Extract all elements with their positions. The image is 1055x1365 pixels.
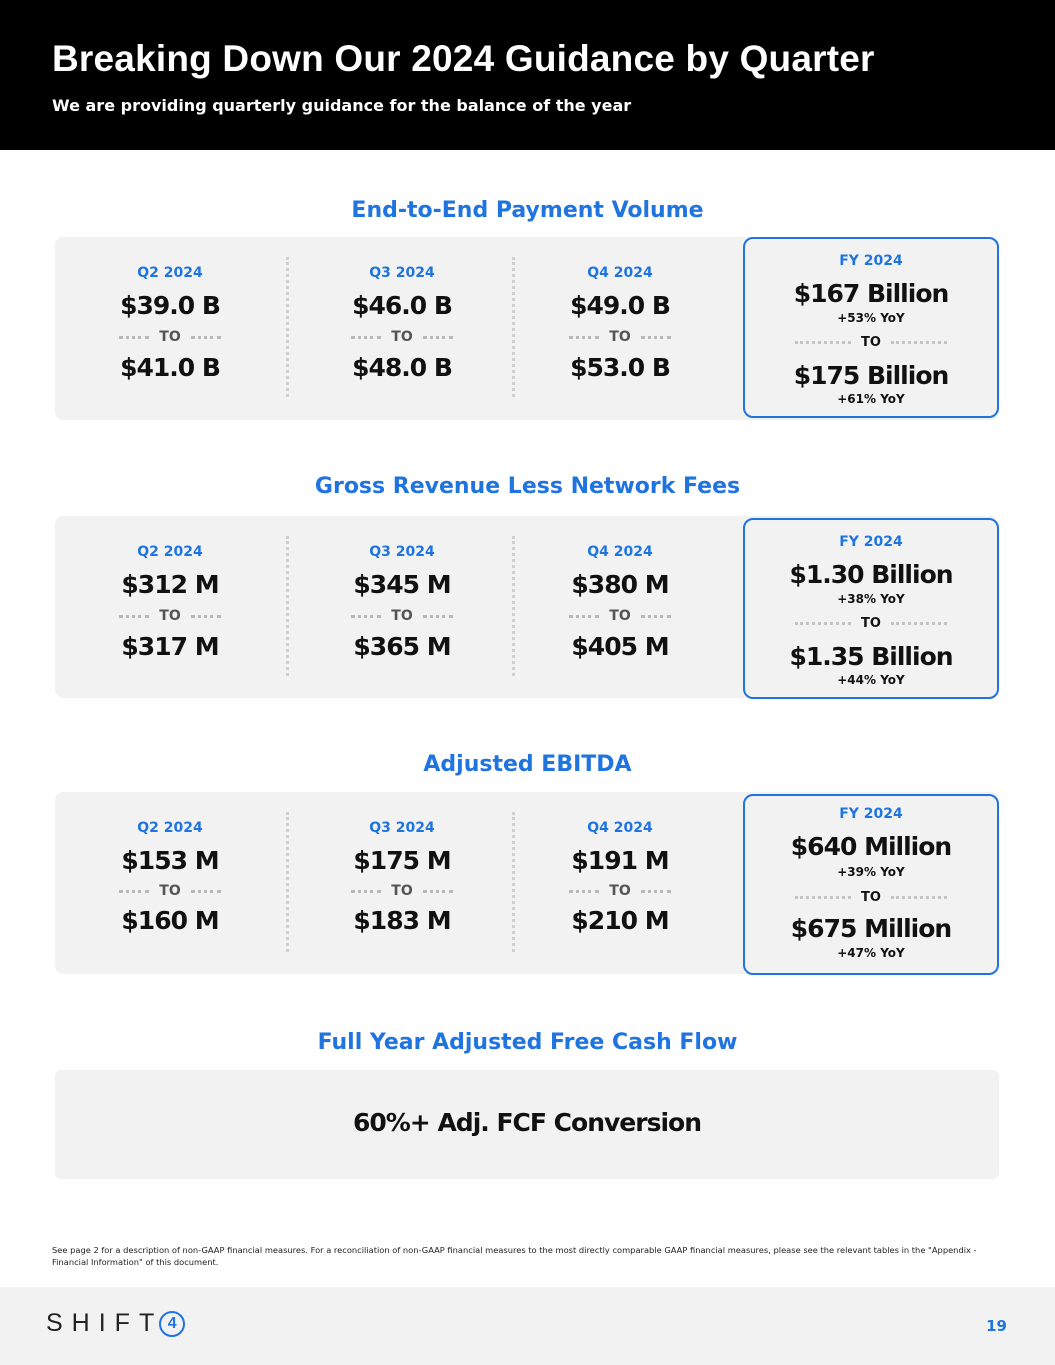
to-separator: TO: [327, 608, 477, 624]
quarter-q4-payment-volume: [545, 237, 695, 420]
fy-label: FY 2024: [839, 534, 903, 550]
to-separator: TO: [745, 890, 997, 905]
fy-high-yoy: +61% YoY: [837, 392, 905, 406]
quarter-q2-gross-revenue: [95, 516, 245, 698]
to-separator: TO: [327, 883, 477, 899]
footnote: See page 2 for a description of non-GAAP financial measures. For a reconciliation of non-GAAP financial measures to the most directly comparable GAAP financial measures, please see the relevant tables in the "Appendix - Financial Information" of this document.: [52, 1245, 977, 1267]
quarter-q2-payment-volume: [95, 237, 245, 420]
quarter-label: Q2 2024: [137, 820, 203, 836]
fcf-conversion-text: 60%+ Adj. FCF Conversion: [352, 1108, 702, 1137]
page-number: 19: [986, 1317, 1007, 1335]
divider: [286, 257, 289, 397]
fy-low-value: $167 Billion: [793, 279, 949, 308]
fy-high-value: $675 Million: [790, 914, 952, 943]
header-banner: [0, 0, 1055, 150]
quarter-q4-ebitda: [545, 792, 695, 974]
section-title-fcf: Full Year Adjusted Free Cash Flow: [317, 1030, 738, 1055]
fy-high-value: $175 Billion: [793, 361, 949, 390]
quarter-label: Q4 2024: [587, 544, 653, 560]
section-title-gross-revenue: Gross Revenue Less Network Fees: [314, 474, 741, 499]
quarter-low-value: $39.0 B: [120, 291, 220, 320]
quarter-high-value: $365 M: [353, 632, 451, 661]
fcf-panel: [55, 1070, 999, 1179]
shift4-logo: [46, 1309, 185, 1339]
footer: [0, 1287, 1055, 1365]
quarter-high-value: $48.0 B: [352, 353, 452, 382]
divider: [286, 812, 289, 952]
quarter-low-value: $380 M: [571, 570, 669, 599]
quarter-q3-ebitda: [327, 792, 477, 974]
quarter-low-value: $345 M: [353, 570, 451, 599]
logo-wordmark: SHIFT: [46, 1309, 164, 1337]
fy-box-adjusted-ebitda: [743, 794, 999, 975]
divider: [286, 536, 289, 676]
divider: [512, 536, 515, 676]
quarter-high-value: $210 M: [571, 906, 669, 935]
quarter-label: Q2 2024: [137, 544, 203, 560]
quarter-label: Q3 2024: [369, 544, 435, 560]
quarter-high-value: $160 M: [121, 906, 219, 935]
fy-box-payment-volume: [743, 237, 999, 418]
fy-label: FY 2024: [839, 253, 903, 269]
quarter-low-value: $175 M: [353, 846, 451, 875]
quarter-high-value: $41.0 B: [120, 353, 220, 382]
quarter-q2-ebitda: [95, 792, 245, 974]
to-separator: TO: [545, 883, 695, 899]
to-separator: TO: [95, 883, 245, 899]
fy-low-yoy: +53% YoY: [837, 311, 905, 325]
to-separator: TO: [95, 329, 245, 345]
section-title-adjusted-ebitda: Adjusted EBITDA: [423, 752, 632, 777]
quarter-high-value: $53.0 B: [570, 353, 670, 382]
quarter-label: Q3 2024: [369, 820, 435, 836]
quarter-label: Q2 2024: [137, 265, 203, 281]
quarter-low-value: $46.0 B: [352, 291, 452, 320]
to-separator: TO: [95, 608, 245, 624]
fy-high-yoy: +47% YoY: [837, 946, 905, 960]
quarter-low-value: $49.0 B: [570, 291, 670, 320]
to-separator: TO: [327, 329, 477, 345]
fy-label: FY 2024: [839, 806, 903, 822]
quarter-high-value: $317 M: [121, 632, 219, 661]
quarter-label: Q4 2024: [587, 820, 653, 836]
fy-low-yoy: +39% YoY: [837, 865, 905, 879]
fy-high-yoy: +44% YoY: [837, 673, 905, 687]
fy-low-yoy: +38% YoY: [837, 592, 905, 606]
divider: [512, 812, 515, 952]
to-separator: TO: [745, 335, 997, 350]
quarter-low-value: $153 M: [121, 846, 219, 875]
fy-box-gross-revenue: [743, 518, 999, 699]
section-title-payment-volume: End-to-End Payment Volume: [351, 198, 704, 223]
quarter-q4-gross-revenue: [545, 516, 695, 698]
fy-low-value: $640 Million: [790, 832, 952, 861]
fy-high-value: $1.35 Billion: [789, 642, 953, 671]
to-separator: TO: [745, 616, 997, 631]
quarter-high-value: $405 M: [571, 632, 669, 661]
page-title: Breaking Down Our 2024 Guidance by Quarter: [52, 38, 875, 79]
to-separator: TO: [545, 329, 695, 345]
logo-four-mark-icon: 4: [159, 1311, 185, 1337]
quarter-label: Q4 2024: [587, 265, 653, 281]
fy-low-value: $1.30 Billion: [789, 560, 953, 589]
divider: [512, 257, 515, 397]
quarter-q3-payment-volume: [327, 237, 477, 420]
quarter-low-value: $312 M: [121, 570, 219, 599]
quarter-q3-gross-revenue: [327, 516, 477, 698]
quarter-label: Q3 2024: [369, 265, 435, 281]
to-separator: TO: [545, 608, 695, 624]
quarter-high-value: $183 M: [353, 906, 451, 935]
quarter-low-value: $191 M: [571, 846, 669, 875]
page-subtitle: We are providing quarterly guidance for the balance of the year: [52, 96, 632, 115]
